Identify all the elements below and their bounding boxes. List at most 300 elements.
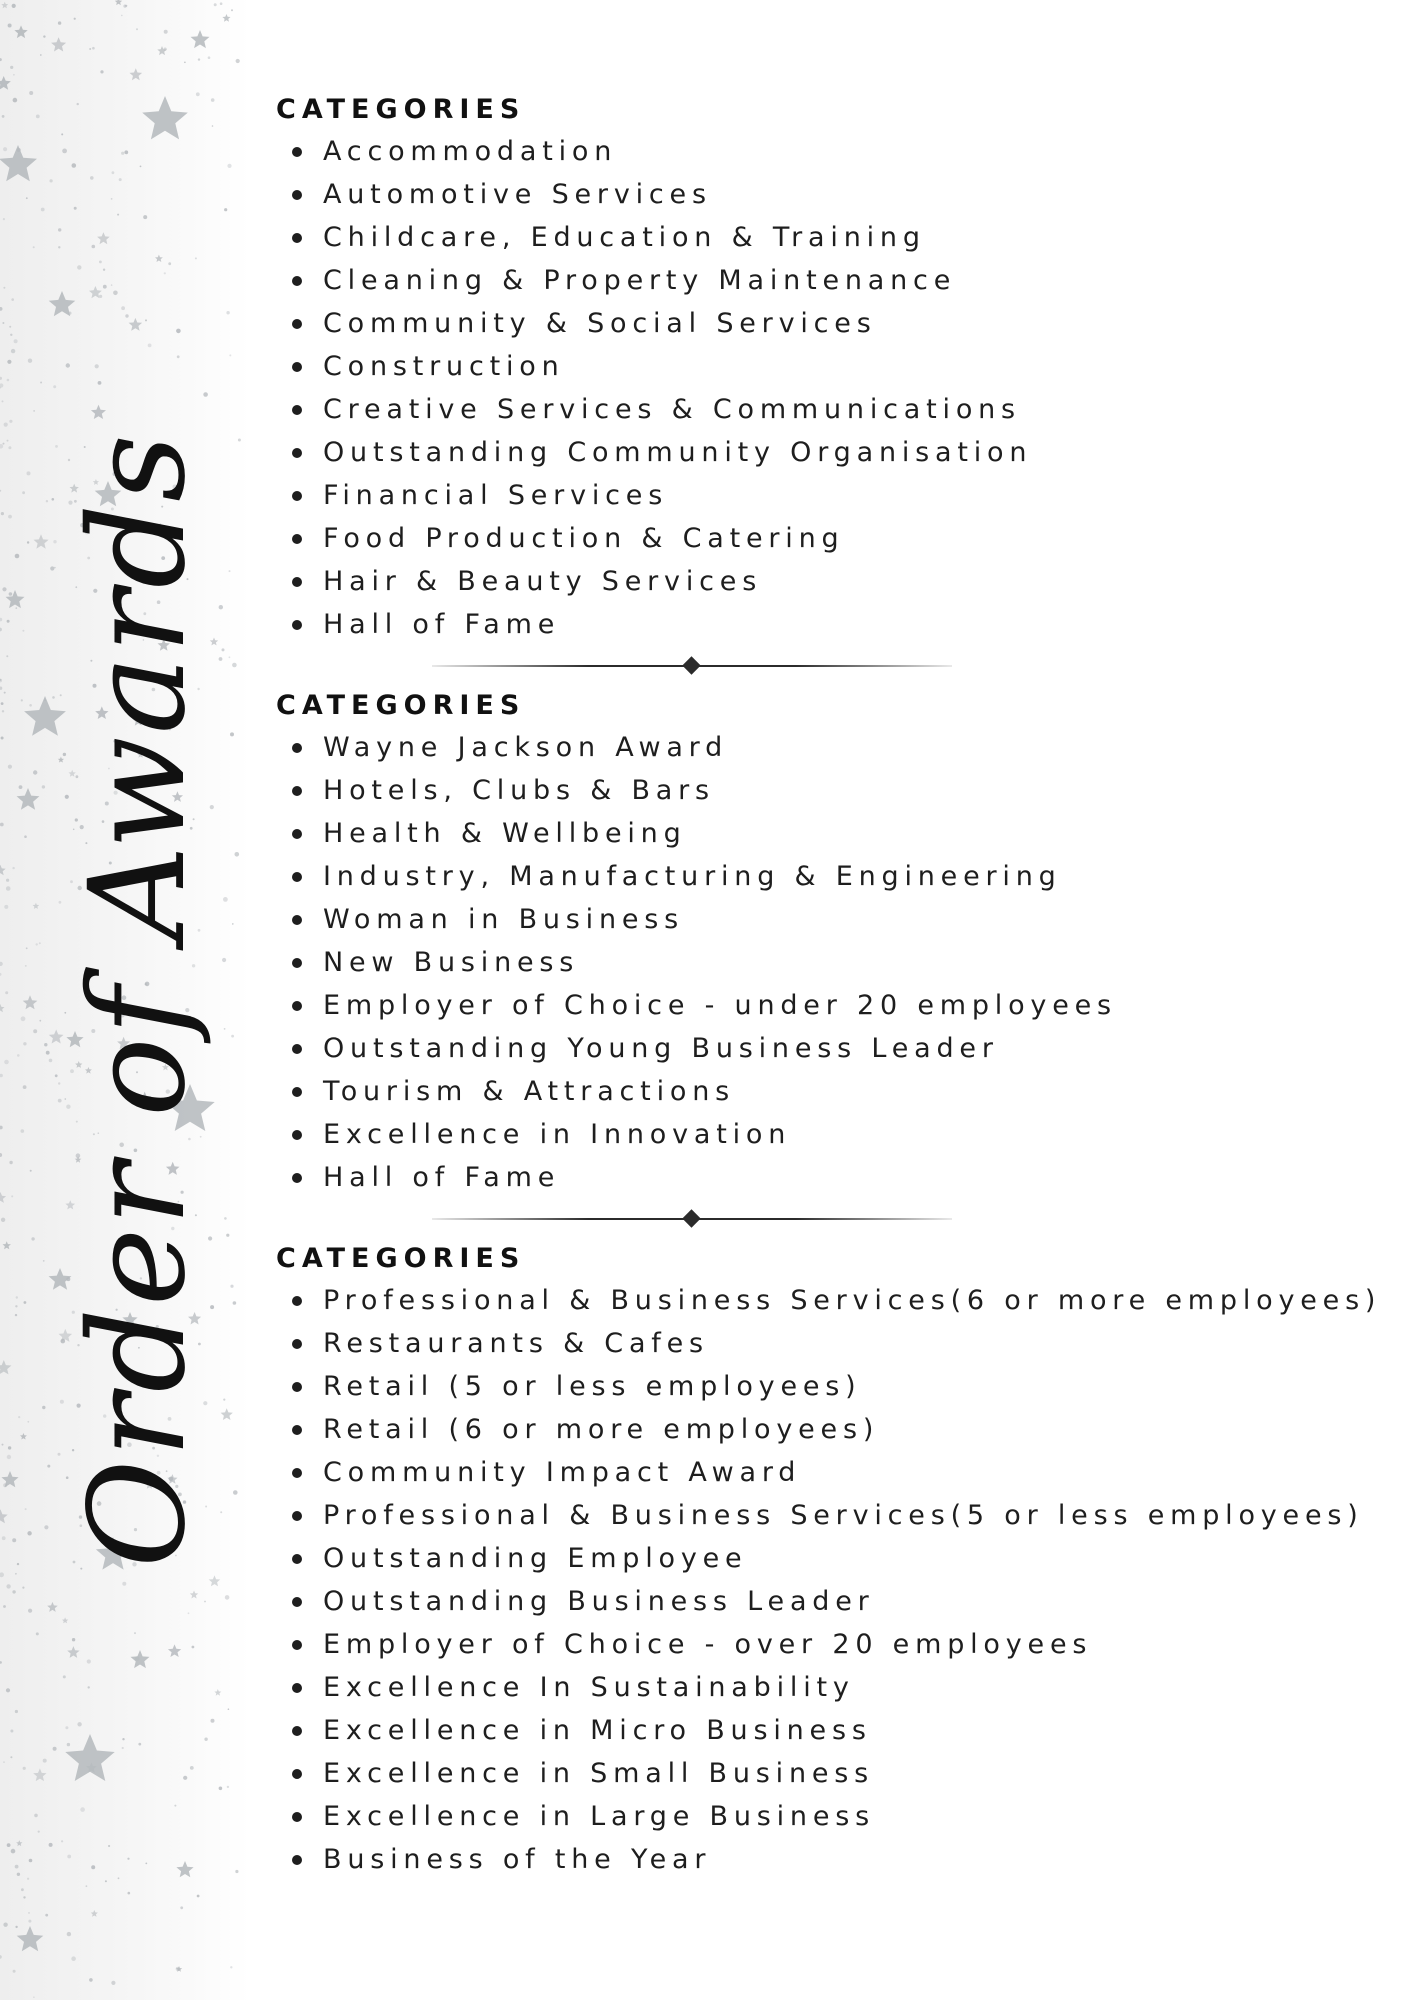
star-icon	[0, 1509, 8, 1523]
speckle-dot	[91, 1865, 95, 1869]
bullet-icon	[292, 1683, 302, 1693]
speckle-dot	[7, 379, 10, 382]
speckle-dot	[31, 1237, 34, 1240]
diamond-icon	[682, 656, 700, 674]
speckle-dot	[67, 1855, 71, 1859]
speckle-dot	[214, 3, 217, 6]
speckle-dot	[23, 1085, 27, 1089]
speckle-dot	[174, 1805, 176, 1807]
category-item	[276, 941, 1386, 984]
speckle-dot	[72, 163, 77, 168]
speckle-dot	[103, 285, 107, 289]
category-item	[276, 1156, 1386, 1199]
speckle-dot	[80, 1807, 85, 1812]
order-of-awards-title: Order of Awards	[61, 432, 215, 1568]
speckle-dot	[13, 1970, 16, 1973]
speckle-dot	[15, 554, 20, 559]
speckle-dot	[138, 1743, 141, 1746]
speckle-dot	[219, 605, 223, 609]
speckle-dot	[43, 1759, 47, 1763]
speckle-dot	[219, 657, 223, 661]
speckle-dot	[0, 962, 3, 966]
category-label: Accommodation	[323, 136, 618, 167]
speckle-dot	[0, 377, 2, 380]
speckle-dot	[0, 383, 3, 387]
speckle-dot	[74, 207, 77, 210]
star-icon	[6, 590, 25, 608]
star-icon	[17, 788, 40, 810]
category-item	[276, 1408, 1386, 1451]
speckle-dot	[122, 1747, 124, 1749]
speckle-dot	[24, 1301, 27, 1304]
speckle-dot	[40, 54, 42, 56]
speckle-dot	[6, 879, 9, 882]
speckle-dot	[9, 326, 11, 328]
star-icon	[168, 1644, 181, 1657]
category-item	[276, 1580, 1386, 1623]
speckle-dot	[229, 354, 231, 356]
speckle-dot	[197, 1895, 200, 1898]
star-icon	[0, 1192, 6, 1203]
speckle-dot	[2, 1444, 4, 1446]
star-icon	[209, 1575, 221, 1586]
speckle-dot	[15, 1710, 18, 1713]
speckle-dot	[47, 1465, 50, 1468]
speckle-dot	[9, 592, 13, 596]
speckle-dot	[0, 823, 4, 827]
bullet-icon	[292, 534, 302, 544]
speckle-dot	[224, 208, 227, 211]
speckle-dot	[0, 1661, 2, 1664]
category-label: Retail (6 or more employees)	[323, 1414, 880, 1445]
speckle-dot	[10, 334, 12, 336]
category-item	[276, 1795, 1386, 1838]
category-item	[276, 1365, 1386, 1408]
speckle-dot	[134, 1632, 136, 1634]
speckle-dot	[220, 1511, 222, 1513]
speckle-dot	[71, 1956, 76, 1961]
speckle-dot	[113, 291, 118, 296]
speckle-dot	[33, 1996, 35, 1998]
star-icon	[142, 96, 188, 139]
speckle-dot	[224, 1028, 226, 1030]
speckle-dot	[0, 1126, 3, 1130]
bullet-icon	[292, 1130, 302, 1140]
bullet-icon	[292, 1597, 302, 1607]
star-icon	[214, 1689, 221, 1696]
speckle-dot	[16, 1296, 18, 1298]
star-icon	[23, 995, 38, 1009]
speckle-dot	[0, 973, 2, 976]
speckle-dot	[117, 214, 119, 216]
speckle-dot	[143, 215, 147, 219]
speckle-dot	[125, 314, 128, 317]
speckle-dot	[136, 28, 138, 30]
speckle-dot	[53, 385, 56, 388]
speckle-dot	[3, 1761, 5, 1763]
category-item	[276, 1494, 1386, 1537]
star-icon	[155, 255, 163, 262]
speckle-dot	[225, 1595, 230, 1600]
speckle-dot	[11, 298, 14, 301]
speckle-dot	[74, 18, 76, 20]
speckle-dot	[19, 785, 23, 789]
speckle-dot	[12, 4, 16, 8]
category-label: Professional & Business Services(6 or more employees)	[323, 1285, 1382, 1316]
bullet-icon	[292, 319, 302, 329]
category-label: Restaurants & Cafes	[323, 1328, 709, 1359]
speckle-dot	[220, 2, 223, 5]
star-icon	[65, 1734, 114, 1781]
bullet-icon	[292, 620, 302, 630]
category-list	[276, 130, 1386, 646]
speckle-dot	[226, 1234, 229, 1237]
speckle-dot	[53, 1747, 57, 1751]
speckle-dot	[53, 540, 56, 543]
speckle-dot	[4, 423, 8, 427]
speckle-dot	[22, 630, 24, 632]
speckle-dot	[8, 24, 12, 28]
speckle-dot	[0, 307, 3, 311]
speckle-dot	[124, 150, 128, 154]
speckle-dot	[227, 1786, 229, 1788]
speckle-dot	[25, 1508, 27, 1510]
category-label: Hall of Fame	[323, 1162, 561, 1193]
section-heading: CATEGORIES	[276, 690, 526, 721]
speckle-dot	[65, 1726, 68, 1729]
star-icon	[0, 76, 11, 90]
star-icon	[17, 1926, 44, 1951]
speckle-dot	[180, 1906, 183, 1909]
speckle-dot	[17, 1054, 20, 1057]
speckle-dot	[38, 1831, 40, 1833]
speckle-dot	[34, 1814, 38, 1818]
categories-section-3	[276, 1239, 1386, 1881]
category-label: Excellence in Innovation	[323, 1119, 792, 1150]
speckle-dot	[44, 1043, 47, 1046]
speckle-dot	[58, 228, 61, 231]
speckle-dot	[27, 471, 31, 475]
category-item	[276, 1752, 1386, 1795]
speckle-dot	[148, 344, 152, 348]
speckle-dot	[55, 1074, 58, 1077]
speckle-dot	[123, 5, 126, 8]
speckle-dot	[15, 1865, 19, 1869]
speckle-dot	[39, 942, 41, 944]
speckle-dot	[3, 1923, 7, 1927]
speckle-dot	[223, 897, 228, 902]
category-label: Community & Social Services	[323, 308, 877, 339]
category-item	[276, 173, 1386, 216]
speckle-dot	[8, 765, 12, 769]
bullet-icon	[292, 1554, 302, 1564]
speckle-dot	[3, 443, 5, 445]
speckle-dot	[27, 1531, 31, 1535]
speckle-dot	[33, 410, 35, 412]
category-label: Construction	[323, 351, 565, 382]
category-label: Hair & Beauty Services	[323, 566, 763, 597]
speckle-dot	[204, 1738, 207, 1741]
speckle-dot	[12, 1590, 15, 1593]
speckle-dot	[219, 1787, 223, 1791]
speckle-dot	[55, 445, 58, 448]
category-item	[276, 603, 1386, 646]
category-label: Industry, Manufacturing & Engineering	[323, 861, 1062, 892]
speckle-dot	[43, 1260, 45, 1262]
speckle-dot	[28, 1609, 32, 1613]
star-icon	[14, 25, 27, 38]
speckle-dot	[222, 958, 226, 962]
speckle-dot	[0, 490, 1, 492]
speckle-dot	[18, 1416, 20, 1418]
speckle-dot	[33, 770, 37, 774]
category-label: Retail (5 or less employees)	[323, 1371, 862, 1402]
speckle-dot	[52, 696, 55, 699]
category-item	[276, 726, 1386, 769]
category-item	[276, 216, 1386, 259]
speckle-dot	[236, 59, 240, 63]
speckle-dot	[112, 171, 115, 174]
speckle-dot	[0, 444, 3, 449]
section-heading: CATEGORIES	[276, 1243, 526, 1274]
star-icon	[91, 405, 106, 419]
speckle-dot	[140, 166, 142, 168]
speckle-dot	[2, 400, 4, 402]
category-label: Cleaning & Property Maintenance	[323, 265, 957, 296]
speckle-dot	[0, 1572, 4, 1577]
speckle-dot	[7, 1455, 11, 1459]
speckle-dot	[9, 1161, 12, 1164]
speckle-dot	[58, 21, 61, 24]
bullet-icon	[292, 1812, 302, 1822]
speckle-dot	[67, 1743, 70, 1746]
speckle-dot	[121, 306, 125, 310]
speckle-dot	[8, 515, 12, 519]
speckle-dot	[233, 1490, 238, 1495]
speckle-dot	[89, 48, 91, 50]
category-label: Community Impact Award	[323, 1457, 802, 1488]
category-item	[276, 517, 1386, 560]
bullet-icon	[292, 1855, 302, 1865]
speckle-dot	[211, 98, 215, 102]
category-label: Childcare, Education & Training	[323, 222, 926, 253]
speckle-dot	[46, 500, 48, 502]
star-icon	[1, 2, 8, 9]
speckle-dot	[27, 1421, 29, 1423]
speckle-dot	[8, 1446, 11, 1449]
category-list	[276, 1279, 1386, 1881]
category-label: Outstanding Business Leader	[323, 1586, 875, 1617]
category-item	[276, 1451, 1386, 1494]
speckle-dot	[6, 1584, 10, 1588]
speckle-dot	[29, 704, 32, 707]
speckle-dot	[11, 349, 15, 353]
speckle-dot	[196, 92, 200, 96]
category-item	[276, 1623, 1386, 1666]
category-item	[276, 1027, 1386, 1070]
speckle-dot	[40, 382, 42, 384]
category-item	[276, 388, 1386, 431]
speckle-dot	[3, 147, 7, 151]
category-label: Outstanding Employee	[323, 1543, 748, 1574]
category-label: Excellence in Large Business	[323, 1801, 875, 1832]
category-label: Financial Services	[323, 480, 669, 511]
star-icon	[62, 1617, 68, 1623]
speckle-dot	[42, 785, 45, 788]
speckle-dot	[23, 1767, 26, 1770]
speckle-dot	[50, 566, 54, 570]
speckle-dot	[164, 30, 168, 34]
speckle-dot	[23, 1896, 25, 1898]
category-label: Hotels, Clubs & Bars	[323, 775, 715, 806]
star-icon	[67, 1646, 79, 1658]
speckle-dot	[89, 1978, 93, 1982]
speckle-dot	[0, 1153, 2, 1157]
speckle-dot	[2, 587, 6, 591]
star-icon	[3, 1241, 11, 1249]
speckle-dot	[238, 439, 241, 442]
speckle-dot	[203, 392, 208, 397]
category-item	[276, 984, 1386, 1027]
speckle-dot	[26, 197, 28, 199]
speckle-dot	[22, 491, 25, 494]
speckle-dot	[7, 360, 11, 364]
speckle-dot	[2, 710, 4, 712]
speckle-dot	[6, 655, 8, 657]
bullet-icon	[292, 147, 302, 157]
category-item	[276, 855, 1386, 898]
speckle-dot	[9, 420, 12, 423]
speckle-dot	[11, 1195, 13, 1197]
speckle-dot	[233, 1301, 237, 1305]
speckle-dot	[99, 261, 102, 264]
category-item	[276, 1838, 1386, 1881]
category-label: Creative Services & Communications	[323, 394, 1021, 425]
speckle-dot	[29, 91, 33, 95]
category-list	[276, 726, 1386, 1199]
speckle-dot	[0, 1955, 2, 1959]
speckle-dot	[195, 257, 197, 259]
speckle-dot	[2, 115, 5, 118]
speckle-dot	[24, 835, 27, 838]
speckle-dot	[41, 208, 45, 212]
speckle-dot	[105, 1880, 107, 1882]
speckle-dot	[11, 1849, 16, 1854]
speckle-dot	[21, 699, 23, 701]
category-item	[276, 769, 1386, 812]
star-icon	[33, 1768, 46, 1781]
bullet-icon	[292, 1339, 302, 1349]
speckle-dot	[99, 295, 102, 298]
speckle-dot	[3, 218, 5, 220]
speckle-dot	[66, 363, 70, 367]
category-item	[276, 1113, 1386, 1156]
bullet-icon	[292, 1726, 302, 1736]
bullet-icon	[292, 743, 302, 753]
speckle-dot	[21, 1016, 26, 1021]
bullet-icon	[292, 1044, 302, 1054]
category-label: Employer of Choice - under 20 employees	[323, 990, 1117, 1021]
speckle-dot	[4, 905, 8, 909]
speckle-dot	[230, 732, 234, 736]
star-icon	[157, 46, 167, 55]
category-item	[276, 1666, 1386, 1709]
speckle-dot	[176, 329, 181, 334]
category-label: Outstanding Community Organisation	[323, 437, 1033, 468]
speckle-dot	[36, 943, 38, 945]
bullet-icon	[292, 276, 302, 286]
speckle-dot	[177, 355, 180, 358]
speckle-dot	[10, 1756, 12, 1758]
bullet-icon	[292, 405, 302, 415]
speckle-dot	[49, 1059, 53, 1063]
speckle-dot	[3, 1605, 6, 1608]
speckle-dot	[12, 1538, 16, 1542]
speckle-dot	[111, 198, 113, 200]
category-item	[276, 302, 1386, 345]
categories-section-1	[276, 90, 1386, 646]
bullet-icon	[292, 829, 302, 839]
category-item	[276, 898, 1386, 941]
speckle-dot	[15, 1926, 17, 1928]
star-icon	[20, 1433, 27, 1440]
category-item	[276, 474, 1386, 517]
speckle-dot	[232, 923, 234, 925]
speckle-dot	[212, 125, 214, 127]
speckle-dot	[44, 1525, 48, 1529]
bullet-icon	[292, 1769, 302, 1779]
star-icon	[33, 903, 40, 909]
categories-section-2	[276, 686, 1386, 1199]
speckle-dot	[198, 58, 200, 60]
category-item	[276, 431, 1386, 474]
star-icon	[0, 1360, 11, 1374]
speckle-dot	[111, 284, 113, 286]
speckle-dot	[145, 1863, 147, 1865]
category-item	[276, 130, 1386, 173]
speckle-dot	[12, 867, 14, 869]
star-icon	[221, 1408, 233, 1420]
speckle-dot	[192, 1646, 195, 1649]
speckle-dot	[92, 245, 96, 249]
speckle-dot	[90, 176, 94, 180]
bullet-icon	[292, 448, 302, 458]
speckle-dot	[21, 1888, 24, 1891]
bullet-icon	[292, 491, 302, 501]
speckle-dot	[208, 56, 211, 59]
speckle-dot	[229, 656, 231, 658]
speckle-dot	[77, 103, 79, 105]
speckle-dot	[231, 1035, 234, 1038]
speckle-dot	[5, 991, 8, 994]
speckle-dot	[10, 1730, 13, 1733]
bullet-icon	[292, 190, 302, 200]
speckle-dot	[188, 1612, 190, 1614]
bullet-icon	[292, 915, 302, 925]
bullet-icon	[292, 1001, 302, 1011]
category-label: Excellence in Small Business	[323, 1758, 875, 1789]
bullet-icon	[292, 786, 302, 796]
speckle-dot	[228, 1708, 230, 1710]
speckle-dot	[33, 246, 35, 248]
speckle-dot	[26, 947, 28, 949]
speckle-dot	[63, 1675, 66, 1678]
star-icon	[0, 865, 6, 875]
star-icon	[24, 696, 66, 736]
category-label: Outstanding Young Business Leader	[323, 1033, 999, 1064]
speckle-dot	[231, 9, 233, 11]
category-label: Employer of Choice - over 20 employees	[323, 1629, 1093, 1660]
